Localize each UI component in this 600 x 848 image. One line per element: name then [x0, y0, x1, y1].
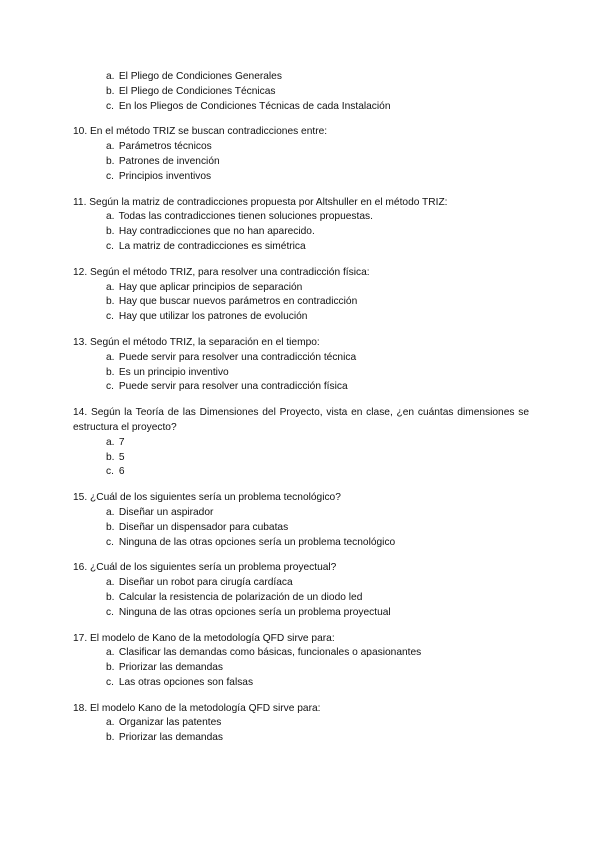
option-text: Patrones de invención — [118, 155, 220, 167]
option-text: Ninguna de las otras opciones sería un problema proyectual — [118, 606, 391, 618]
answer-option — [73, 281, 529, 296]
option-letter: c. — [106, 381, 114, 393]
answer-option — [73, 225, 529, 240]
option-letter: c. — [106, 311, 114, 323]
option-text: En los Pliegos de Condiciones Técnicas de cada Instalación — [118, 100, 391, 112]
option-text: El Pliego de Condiciones Generales — [118, 71, 282, 82]
question-text — [73, 632, 529, 647]
question-block — [73, 561, 529, 620]
question-number: 13. — [73, 336, 88, 348]
option-letter: c. — [106, 536, 114, 548]
option-letter: c. — [106, 676, 114, 688]
option-letter: b. — [106, 155, 115, 167]
option-text: Priorizar las demandas — [118, 662, 224, 674]
answer-option — [73, 210, 529, 225]
option-letter: b. — [106, 296, 115, 308]
question-statement: ¿Cuál de los siguientes sería un problema tecnológico? — [90, 492, 341, 504]
option-letter: a. — [106, 647, 115, 659]
option-text: Diseñar un robot para cirugía cardíaca — [118, 577, 293, 589]
question-number: 12. — [73, 266, 88, 278]
question-block — [73, 491, 529, 550]
question-block — [73, 702, 529, 746]
option-text: Diseñar un aspirador — [118, 506, 214, 518]
question-statement: Según el método TRIZ, la separación en el tiempo: — [90, 336, 320, 348]
option-text: Clasificar las demandas como básicas, funcionales o apasionantes — [118, 647, 422, 659]
option-letter: a. — [106, 141, 115, 153]
option-letter: a. — [106, 71, 115, 82]
answer-option — [73, 465, 529, 480]
question-text — [73, 702, 529, 717]
answer-option — [73, 85, 529, 100]
option-text: Las otras opciones son falsas — [118, 676, 254, 688]
question-block — [73, 70, 529, 114]
answer-option — [73, 310, 529, 325]
option-text: Organizar las patentes — [118, 717, 222, 729]
option-text: Hay que utilizar los patrones de evolución — [118, 311, 308, 323]
question-statement: Según la Teoría de las Dimensiones del Proyecto, vista en clase, ¿en cuántas dimensiones se estructura el proyecto? — [73, 407, 529, 433]
option-letter: b. — [106, 85, 115, 97]
question-statement: El modelo Kano de la metodología QFD sirve para: — [90, 702, 321, 714]
answer-option — [73, 295, 529, 310]
option-text: 5 — [118, 451, 125, 463]
answer-option — [73, 70, 529, 85]
answer-option — [73, 366, 529, 381]
answer-option — [73, 380, 529, 395]
option-letter: b. — [106, 366, 115, 378]
option-text: Es un principio inventivo — [118, 366, 229, 378]
option-letter: c. — [106, 100, 114, 112]
option-letter: b. — [106, 451, 115, 463]
option-letter: a. — [106, 211, 115, 223]
answer-option — [73, 521, 529, 536]
option-letter: b. — [106, 226, 115, 238]
option-text: Hay contradicciones que no han aparecido. — [118, 226, 315, 238]
option-letter: a. — [106, 436, 115, 448]
question-number: 18. — [73, 702, 88, 714]
question-block — [73, 336, 529, 395]
question-list — [73, 70, 529, 757]
question-text — [73, 125, 529, 140]
question-block — [73, 406, 529, 480]
answer-option — [73, 506, 529, 521]
question-statement: Según la matriz de contradicciones propuesta por Altshuller en el método TRIZ: — [89, 196, 448, 208]
answer-option — [73, 676, 529, 691]
option-text: Priorizar las demandas — [118, 732, 224, 744]
option-text: Ninguna de las otras opciones sería un problema tecnológico — [118, 536, 396, 548]
question-statement: En el método TRIZ se buscan contradicciones entre: — [90, 126, 328, 138]
answer-option — [73, 591, 529, 606]
question-statement: El modelo de Kano de la metodología QFD sirve para: — [90, 632, 335, 644]
answer-option — [73, 436, 529, 451]
option-text: Hay que buscar nuevos parámetros en contradicción — [118, 296, 358, 308]
option-letter: b. — [106, 521, 115, 533]
question-text — [73, 561, 529, 576]
answer-option — [73, 451, 529, 466]
answer-option — [73, 606, 529, 621]
option-text: Todas las contradicciones tienen soluciones propuestas. — [118, 211, 373, 223]
question-number: 15. — [73, 492, 88, 504]
answer-option — [73, 576, 529, 591]
question-text — [73, 491, 529, 506]
answer-option — [73, 716, 529, 731]
question-text — [73, 196, 529, 211]
question-number: 10. — [73, 126, 88, 138]
option-letter: c. — [106, 466, 114, 478]
option-text: El Pliego de Condiciones Técnicas — [118, 85, 276, 97]
option-text: 7 — [118, 436, 125, 448]
option-text: Diseñar un dispensador para cubatas — [118, 521, 289, 533]
option-letter: b. — [106, 662, 115, 674]
option-text: Puede servir para resolver una contradicción técnica — [118, 351, 357, 363]
answer-option — [73, 140, 529, 155]
option-text: Hay que aplicar principios de separación — [118, 281, 303, 293]
question-text — [73, 336, 529, 351]
question-block — [73, 196, 529, 255]
option-letter: a. — [106, 281, 115, 293]
question-text — [73, 266, 529, 281]
option-letter: c. — [106, 240, 114, 252]
option-letter: c. — [106, 170, 114, 182]
question-text — [73, 406, 529, 436]
option-letter: b. — [106, 732, 115, 744]
question-block — [73, 632, 529, 691]
answer-option — [73, 351, 529, 366]
option-letter: b. — [106, 591, 115, 603]
question-block — [73, 125, 529, 184]
option-text: Principios inventivos — [118, 170, 212, 182]
question-statement: ¿Cuál de los siguientes sería un problema proyectual? — [90, 562, 337, 574]
question-number: 17. — [73, 632, 88, 644]
option-letter: c. — [106, 606, 114, 618]
answer-option — [73, 240, 529, 255]
question-number: 16. — [73, 562, 88, 574]
question-block — [73, 266, 529, 325]
option-letter: a. — [106, 351, 115, 363]
option-letter: a. — [106, 577, 115, 589]
answer-option — [73, 155, 529, 170]
question-statement: Según el método TRIZ, para resolver una contradicción física: — [90, 266, 370, 278]
option-text: Parámetros técnicos — [118, 141, 212, 153]
answer-option — [73, 646, 529, 661]
option-letter: a. — [106, 506, 115, 518]
option-text: Calcular la resistencia de polarización de un diodo led — [118, 591, 363, 603]
option-text: Puede servir para resolver una contradicción física — [118, 381, 348, 393]
option-text: La matriz de contradicciones es simétrica — [118, 240, 306, 252]
answer-option — [73, 100, 529, 115]
answer-option — [73, 731, 529, 746]
option-letter: a. — [106, 717, 115, 729]
option-text: 6 — [118, 466, 125, 478]
question-number: 14. — [73, 407, 88, 419]
answer-option — [73, 170, 529, 185]
question-number: 11. — [73, 196, 87, 208]
answer-option — [73, 536, 529, 551]
answer-option — [73, 661, 529, 676]
